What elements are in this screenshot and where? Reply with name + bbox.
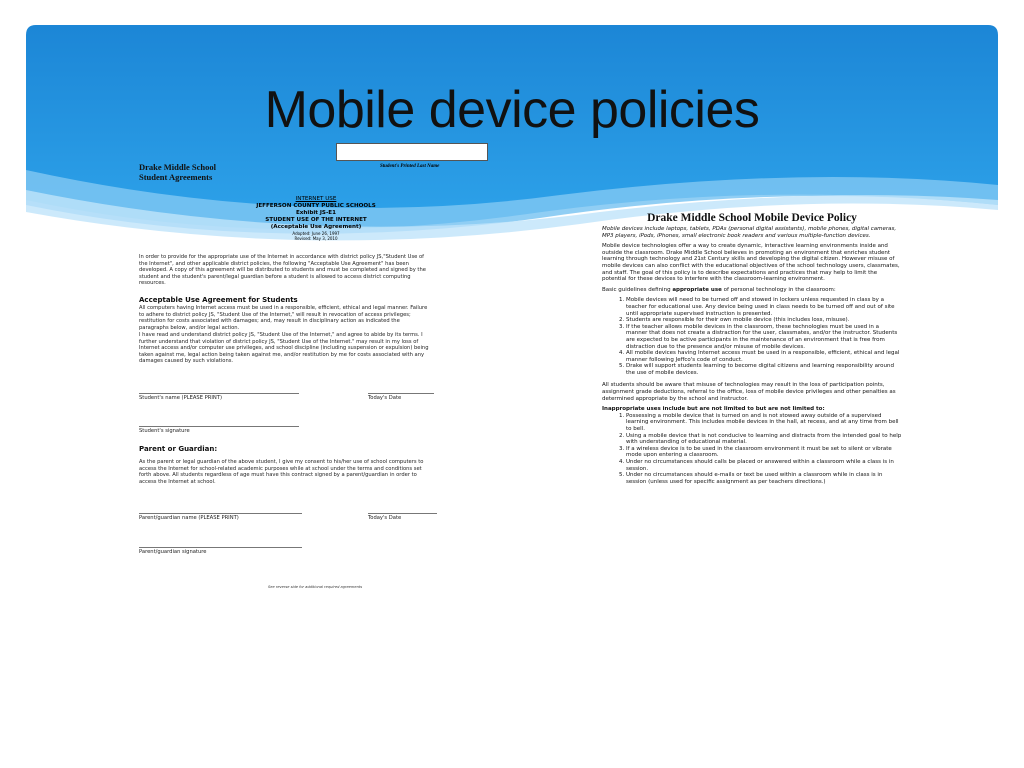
- appropriate-use-emphasis: appropriate use: [672, 286, 722, 293]
- header-line: Exhibit JS-E1: [295, 210, 337, 216]
- aua-paragraph: All computers having Internet access must be used in a responsible, efficient, ethical and legal manner. Failure to adhere to district policy JS, "Student Use of the Internet," will result in revocation of access privileges; restitution for costs associated with damages; and, may result in disciplinary action as indicated the paragraphs below, and/or legal action.: [139, 305, 428, 331]
- list-item: 3. If a wireless device is to be used in the classroom environment it must be set to silent or vibrate mode upon entering a classroom.: [626, 446, 902, 459]
- revised-date: Revised: May 3, 2010: [294, 236, 338, 241]
- parent-date-line[interactable]: [368, 513, 437, 514]
- device-definition: Mobile devices include laptops, tablets, PDAs (personal digital assistants), mobile phones, digital cameras, MP3 players, iPods, iPhones, small electronic book readers and various multiple-function devices.: [602, 226, 897, 239]
- list-item: 1. Mobile devices will need to be turned off and stowed in lockers unless requested in class by a teacher for educational use. Any device being used in class needs to be turned off and out of site until appropriate supervised instruction is presented.: [626, 297, 902, 317]
- list-item: 5. Under no circumstances should e-mails or text be used within a classroom while in class is in session (unless used for specific assignment as per teachers directions.): [626, 472, 902, 485]
- guidelines-intro-text: Basic guidelines defining: [602, 286, 673, 293]
- footnote: See reverse side for additional required agreements: [268, 585, 363, 589]
- student-name-label: Student's name (PLEASE PRINT): [139, 395, 222, 401]
- list-item: 2. Students are responsible for their own mobile device (this includes loss, misuse).: [626, 317, 902, 324]
- guidelines-intro-text-end: of personal technology in the classroom:: [721, 286, 836, 293]
- list-item: 3. If the teacher allows mobile devices in the classroom, these technologies must be used in a manner that does not create a distraction for the user, classmates, and/or the instructor. Students are expected to be active participants in the maintenance of an environment that is free from distraction due to the presence and/or misuse of mobile devices.: [626, 324, 902, 350]
- policy-header: [190, 196, 442, 241]
- printed-name-label: Student's Printed Last Name: [380, 164, 440, 169]
- parent-signature-line[interactable]: [139, 547, 302, 548]
- inappropriate-heading: Inappropriate uses include but are not limited to but are not limited to:: [602, 406, 825, 413]
- student-name-line[interactable]: [139, 393, 299, 394]
- adopted-date: Adopted: June 26, 1997: [292, 231, 340, 236]
- parent-date-label: Today's Date: [368, 515, 402, 521]
- student-date-line[interactable]: [368, 393, 434, 394]
- guidelines-list: [602, 297, 902, 376]
- parent-paragraph: As the parent or legal guardian of the above student, I give my consent to his/her use of school computers to access the Internet for school-related academic purposes while at school under the terms and conditions set forth above. All students regardless of age must have this contract signed by a parent/guardian in order to access the Internet at school.: [139, 459, 424, 485]
- guidelines-intro: [602, 287, 902, 294]
- list-item: 2. Using a mobile device that is not conducive to learning and distracts from the intended goal to help with understanding of educational material.: [626, 433, 902, 446]
- student-signature-label: Student's signature: [139, 428, 190, 434]
- todays-date-label: Today's Date: [368, 395, 402, 401]
- consequences-paragraph: All students should be aware that misuse of technologies may result in the loss of participation points, assignment grade deductions, referral to the office, loss of mobile device privileges and other penalties as determined appropriate by the school and instructor.: [602, 382, 896, 402]
- aua-heading: Acceptable Use Agreement for Students: [139, 296, 298, 304]
- parent-name-label: Parent/guardian name (PLEASE PRINT): [139, 515, 239, 521]
- mobile-device-policy-doc: [602, 212, 902, 485]
- printed-name-box[interactable]: [336, 143, 488, 161]
- school-name: Drake Middle School: [139, 162, 216, 172]
- intro-paragraph: In order to provide for the appropriate use of the Internet in accordance with district policy JS,"Student Use of the Internet", and other applicable district policies, the following "Acceptable Use Agreement" has been developed. A copy of this agreement will be distributed to students and must be completed and signed by the student and the student's parent/legal guardian before a student is allowed to access district computing resources.: [139, 254, 426, 287]
- header-line: (Acceptable Use Agreement): [270, 224, 362, 230]
- list-item: 4. All mobile devices having Internet access must be used in a responsible, efficient, ethical and legal manner following Jeffco's code of conduct.: [626, 350, 902, 363]
- inappropriate-list: [602, 413, 902, 486]
- policy-purpose: Mobile device technologies offer a way to create dynamic, interactive learning environments inside and outside the classroom. Drake Middle School believes in promoting an environment that enriches student learning through technology and 21st Century skills and developing the digital citizen. However misuse of mobile devices can also conflict with the educational objectives of the school technology users, classmates, and staff. The goal of this policy is to describe expectations and practices that may help to limit the potential for these devices to interfere with the classroom-learning environment.: [602, 243, 900, 283]
- list-item: 5. Drake will support students learning to become digital citizens and learning responsibility around the use of mobile devices.: [626, 363, 902, 376]
- aua-paragraph-2: I have read and understand district policy JS, "Student Use of the Internet," and agree to abide by its terms. I further understand that violation of district policy JS, "Student Use of the Internet." may result in my loss of Internet access and/or computer use privileges, and school discipline (including suspension or expulsion) being taken against me, legal action being taken against me, and/or restitution by me for costs associated with any damages caused by such violations.: [139, 332, 429, 365]
- header-line: JEFFERSON COUNTY PUBLIC SCHOOLS: [256, 203, 376, 209]
- parent-name-line[interactable]: [139, 513, 302, 514]
- parent-heading: Parent or Guardian:: [139, 445, 218, 453]
- agreements-label: Student Agreements: [139, 172, 213, 182]
- parent-signature-label: Parent/guardian signature: [139, 549, 207, 555]
- list-item: 4. Under no circumstances should calls be placed or answered within a classroom while a class is in session.: [626, 459, 902, 472]
- header-line: INTERNET USE: [295, 196, 337, 202]
- header-line: STUDENT USE OF THE INTERNET: [265, 217, 367, 223]
- list-item: 1. Possessing a mobile device that is turned on and is not stowed away outside of a supervised learning environment. This includes mobile devices in the hall, at recess, and at any time from bell to bell.: [626, 413, 902, 433]
- student-signature-line[interactable]: [139, 426, 299, 427]
- slide-title: Mobile device policies: [264, 81, 760, 139]
- policy-title: Drake Middle School Mobile Device Policy: [647, 212, 857, 224]
